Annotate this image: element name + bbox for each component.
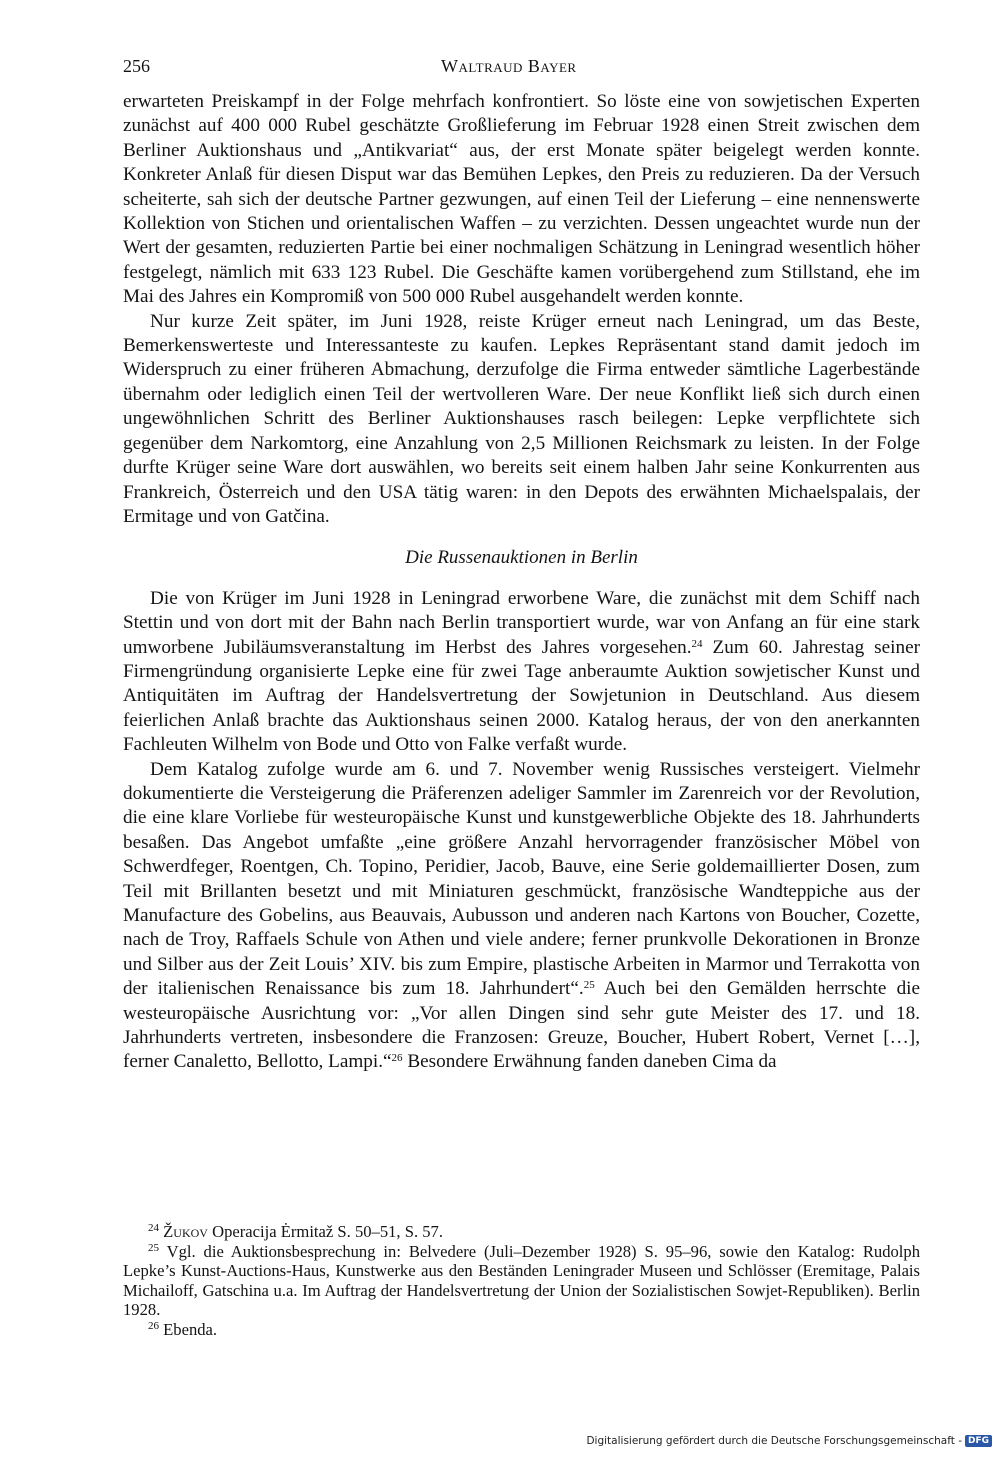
footnote-ref-26: 26 — [391, 1052, 403, 1065]
footnote-26 — [123, 1320, 920, 1340]
paragraph-3 — [123, 587, 920, 758]
running-head-author: Waltraud Bayer — [441, 56, 577, 76]
footnote-24-author: Žukov — [163, 1222, 208, 1241]
footnotes — [123, 1222, 920, 1340]
footnote-25 — [123, 1242, 920, 1320]
footnote-25-text: Vgl. die Auktionsbesprechung in: Belvedere (Juli–Dezember 1928) S. 95–96, sowie den Katalog: Rudolph Lepke’s Kunst-Auctions-Haus, Kunstwerke aus den Beständen Leningrader Museen und Schlösser (Eremitage, Palais Michailoff, Gatschina u.a. Im Auftrag der Handelsvertretung der Union der Sozialistischen Sowjet-Republiken). Berlin 1928. — [123, 1241, 920, 1320]
footnote-24-text: Operacija Ėrmitaž S. 50–51, S. 57. — [207, 1222, 443, 1241]
dfg-logo-icon: DFG — [965, 1435, 992, 1447]
paragraph-2: Nur kurze Zeit später, im Juni 1928, reiste Krüger erneut nach Leningrad, um das Beste, Bemerkenswerteste und Interessanteste zu kaufen. Lepkes Repräsentant stand damit jedoch im Widerspruch zu einer früheren Abmachung, derzufolge die Firma entweder sämtliche Lagerbestände übernahm oder lediglich einen Teil der wertvolleren Ware. Der neue Konflikt ließ sich durch einen ungewöhnlichen Schritt des Berliner Auktionshauses rasch beilegen: Lepke verpflichtete sich gegenüber dem Narkomtorg, eine Anzahlung von 2,5 Millionen Reichsmark zu leisten. In der Folge durfte Krüger seine Ware dort auswählen, wo bereits seit einem halben Jahr seine Konkurrenten aus Frankreich, Österreich und den USA tätig waren: in den Depots des erwähnten Michaelspalais, der Ermitage und von Gatčina. — [123, 310, 920, 527]
footnote-25-number: 25 — [148, 1241, 159, 1254]
digitization-credit — [586, 1435, 992, 1447]
credit-text: Digitalisierung gefördert durch die Deutsche Forschungsgemeinschaft - — [586, 1435, 962, 1447]
paragraph-4-part-c: Besondere Erwähnung fanden daneben Cima da — [402, 1051, 777, 1073]
footnote-26-number: 26 — [148, 1319, 159, 1332]
paragraph-3-part-b: Zum 60. Jahrestag seiner Firmengründung organisierte Lepke eine für zwei Tage anberaumte Auktion sowjetischer Kunst und Antiquitäten im Auftrag der Handelsvertretung der Sowjetunion in Deutschland. Aus diesem feierlichen Anlaß brachte das Auktionshaus seinen 2000. Katalog heraus, der von den anerkannten Fachleuten Wilhelm von Bode und Otto von Falke verfaßt wurde. — [123, 636, 920, 756]
paragraph-4 — [123, 758, 920, 1075]
footnote-24-number: 24 — [148, 1222, 159, 1234]
footnote-24 — [123, 1222, 920, 1242]
footnote-ref-25: 25 — [583, 979, 595, 992]
footnote-26-text: Ebenda. — [159, 1319, 218, 1339]
paragraph-1: erwarteten Preiskampf in der Folge mehrfach konfrontiert. So löste eine von sowjetischen Experten zunächst auf 400 000 Rubel geschätzte Großlieferung im Februar 1928 einen Streit zwischen dem Berliner Auktionshaus und „Antikvariat“ aus, der erst Monate später beigelegt werden konnte. Konkreter Anlaß für diesen Disput war das Bemühen Lepkes, den Preis zu reduzieren. Da der Versuch scheiterte, sah sich der deutsche Partner gezwungen, auf einen Teil der Lieferung – eine nennenswerte Kollektion von Stichen und orientalischen Waffen – zu verzichten. Dessen ungeachtet wurde nun der Wert der gesamten, reduzierten Partie bei einer nochmaligen Schätzung in Leningrad wesentlich höher festgelegt, nämlich mit 633 123 Rubel. Die Geschäfte kamen vorübergehend zum Stillstand, ehe im Mai des Jahres ein Kompromiß von 500 000 Rubel ausgehandelt werden konnte. — [123, 91, 920, 308]
paragraph-4-part-b: Auch bei den Gemälden herrschte die westeuropäische Ausrichtung vor: „Vor allen Dingen sind sehr gute Meister des 17. und 18. Jahrhunderts vertreten, insbesondere die Franzosen: Greuze, Boucher, Hubert Robert, Vernet […], ferner Canaletto, Bellotto, Lampi.“ — [123, 978, 921, 1073]
paragraph-4-part-a: Dem Katalog zufolge wurde am 6. und 7. November wenig Russisches versteigert. Vielmehr dokumentierte die Versteigerung die Präferenzen adeliger Sammler im Zarenreich vor der Revolution, die eine klare Vorliebe für westeuropäische Kunst und kunstgewerbliche Objekte des 18. Jahrhunderts besaßen. Das Angebot umfaßte „eine größere Anzahl hervorragender französischer Möbel von Schwerdfeger, Roentgen, Ch. Topino, Peridier, Jacob, Bauve, eine Serie goldemaillierter Dosen, zum Teil mit Brillanten besetzt und mit Miniaturen geschmückt, französische Wandteppiche aus der Manufacture des Gobelins, aus Beauvais, Aubusson und anderen nach Kartons von Boucher, Cozette, nach de Troy, Raffaels Schule von Athen und viele andere; ferner prunkvolle Dekorationen in Bronze und Silber aus der Zeit Louis’ XIV. bis zum Empire, plastische Arbeiten in Marmor und Terrakotta von der italienischen Renaissance bis zum 18. Jahrhundert“. — [123, 758, 920, 1000]
page-header — [123, 56, 920, 82]
section-heading: Die Russenauktionen in Berlin — [405, 547, 638, 569]
page-number: 256 — [123, 56, 150, 76]
footnote-ref-24: 24 — [691, 637, 703, 650]
body-text — [123, 90, 920, 1075]
paragraph-3-part-a: Die von Krüger im Juni 1928 in Leningrad erworbene Ware, die zunächst mit dem Schiff nach Stettin und von dort mit der Bahn nach Berlin transportiert wurde, war von Anfang an für eine stark umworbene Jubiläumsveranstaltung im Herbst des Jahres vorgesehen. — [123, 587, 920, 658]
